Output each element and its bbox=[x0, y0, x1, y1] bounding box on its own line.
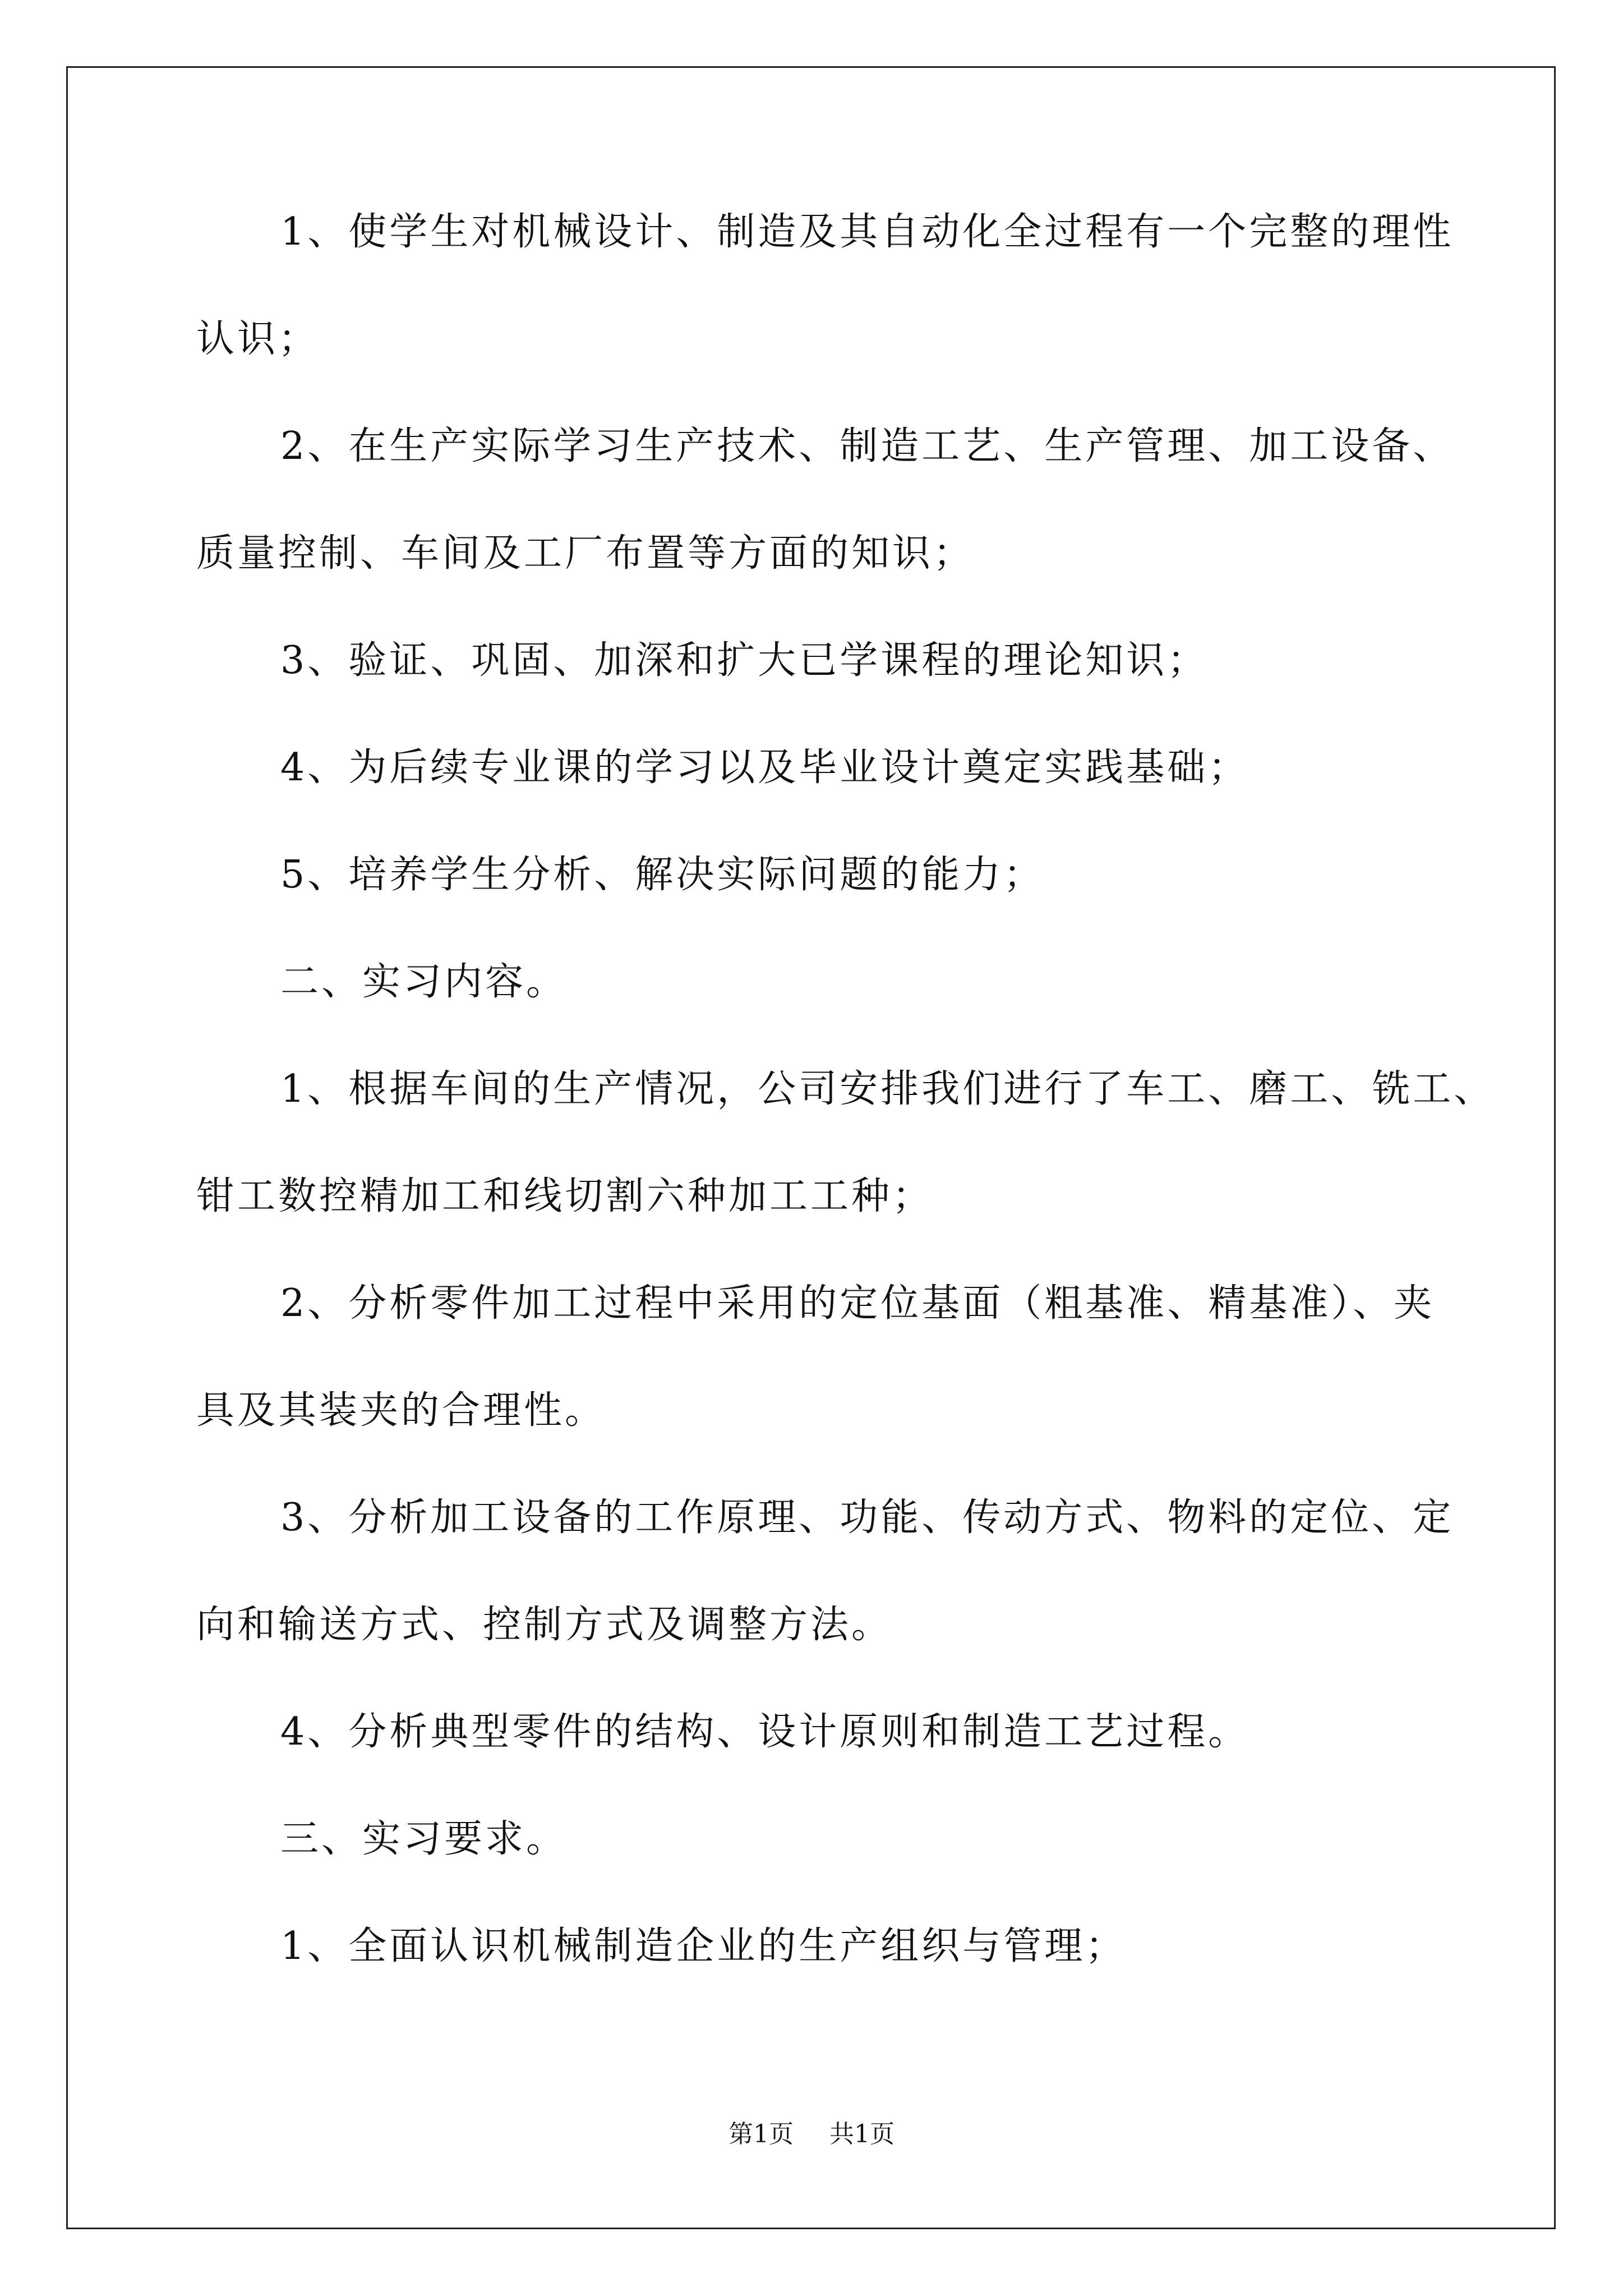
text-line: 认识； bbox=[196, 317, 320, 361]
section-heading: 二、实习内容。 bbox=[280, 960, 568, 1004]
text-line: 4、为后续专业课的学习以及毕业设计奠定实践基础； bbox=[280, 746, 1249, 790]
text-line: 质量控制、车间及工厂布置等方面的知识； bbox=[196, 531, 975, 576]
text-line: 2、分析零件加工过程中采用的定位基面（粗基准、精基准）、夹 bbox=[280, 1281, 1435, 1326]
text-line: 1、根据车间的生产情况，公司安排我们进行了车工、磨工、铣工、 bbox=[280, 1067, 1495, 1111]
text-line: 具及其装夹的合理性。 bbox=[196, 1388, 606, 1433]
text-line: 4、分析典型零件的结构、设计原则和制造工艺过程。 bbox=[280, 1710, 1249, 1754]
page-footer bbox=[0, 2120, 1623, 2148]
page-number-current: 第1页 bbox=[728, 2120, 794, 2148]
text-line: 1、全面认识机械制造企业的生产组织与管理； bbox=[280, 1924, 1127, 1968]
text-line: 5、培养学生分析、解决实际问题的能力； bbox=[280, 853, 1045, 897]
text-line: 钳工数控精加工和线切割六种加工工种； bbox=[196, 1174, 934, 1218]
section-heading: 三、实习要求。 bbox=[280, 1817, 568, 1861]
text-line: 1、使学生对机械设计、制造及其自动化全过程有一个完整的理性 bbox=[280, 210, 1454, 254]
text-line: 3、分析加工设备的工作原理、功能、传动方式、物料的定位、定 bbox=[280, 1496, 1454, 1540]
text-line: 3、验证、巩固、加深和扩大已学课程的理论知识； bbox=[280, 638, 1209, 683]
page-number-total: 共1页 bbox=[829, 2120, 895, 2148]
document-body bbox=[196, 210, 1495, 2035]
text-line: 向和输送方式、控制方式及调整方法。 bbox=[196, 1603, 893, 1647]
text-line: 2、在生产实际学习生产技术、制造工艺、生产管理、加工设备、 bbox=[280, 424, 1454, 468]
